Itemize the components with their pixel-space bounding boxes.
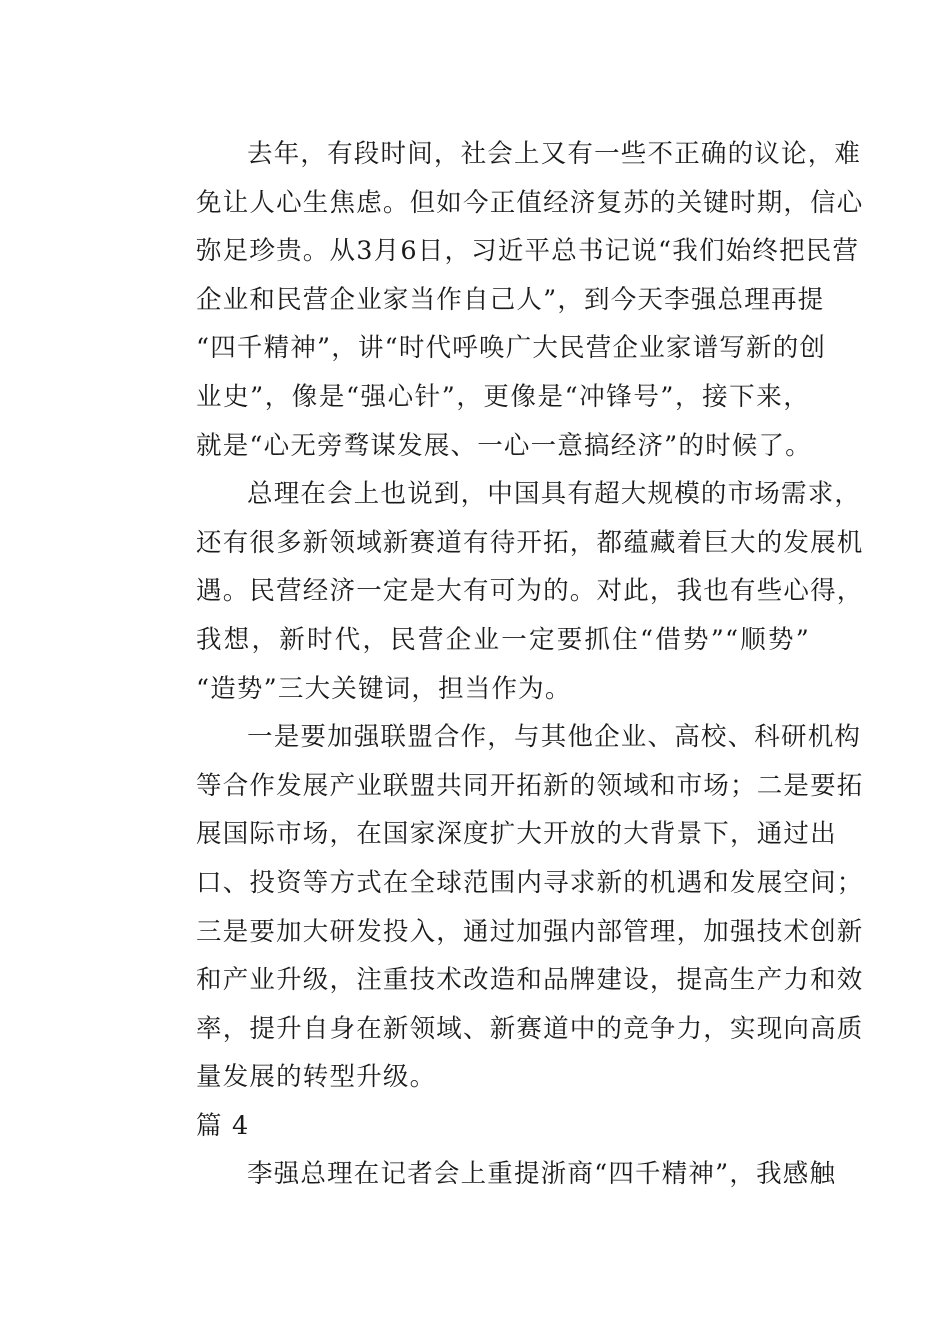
paragraph-4 [145, 1150, 837, 1199]
paragraph-2 [145, 470, 864, 713]
text-line: 去年，有段时间，社会上又有一些不正确的议论，难 [247, 139, 862, 169]
text-line: 展国际市场，在国家深度扩大开放的大背景下，通过出 [196, 819, 837, 850]
paragraph-1 [145, 130, 864, 470]
text-line: “造势”三大关键词，担当作为。 [196, 673, 572, 704]
text-line: 还有很多新领域新赛道有待开拓，都蕴藏着巨大的发展机 [196, 527, 864, 558]
text-line: 一是要加强联盟合作，与其他企业、高校、科研机构 [247, 722, 862, 753]
text-line: 李强总理在记者会上重提浙商“四千精神”，我感触 [247, 1159, 837, 1190]
text-line: 就是“心无旁骛谋发展、一心一意搞经济”的时候了。 [196, 430, 812, 461]
text-line: 和产业升级，注重技术改造和品牌建设，提高生产力和效 [196, 965, 864, 996]
text-line: “四千精神”，讲“时代呼唤广大民营企业家谱写新的创 [196, 333, 827, 364]
text-line: 三是要加大研发投入，通过加强内部管理，加强技术创新 [196, 916, 864, 947]
text-line: 遇。民营经济一定是大有可为的。对此，我也有些心得， [196, 576, 864, 607]
section-heading: 篇 4 [196, 1110, 250, 1141]
text-line: 量发展的转型升级。 [196, 1062, 437, 1093]
text-line: 等合作发展产业联盟共同开拓新的领域和市场；二是要拓 [196, 770, 864, 801]
text-line: 业史”，像是“强心针”，更像是“冲锋号”，接下来， [196, 381, 810, 412]
text-line: 弥足珍贵。从3月6日，习近平总书记说“我们始终把民营 [196, 236, 860, 267]
text-line: 企业和民营企业家当作自己人”，到今天李强总理再提 [196, 284, 825, 315]
text-line: 我想，新时代，民营企业一定要抓住“借势”“顺势” [196, 624, 810, 655]
paragraph-3 [145, 713, 864, 1102]
text-line: 率，提升自身在新领域、新赛道中的竞争力，实现向高质 [196, 1013, 864, 1044]
document-body [145, 130, 864, 1199]
text-line: 免让人心生焦虑。但如今正值经济复苏的关键时期，信心 [196, 187, 864, 218]
text-line: 口、投资等方式在全球范围内寻求新的机遇和发展空间； [196, 867, 864, 898]
text-line: 总理在会上也说到，中国具有超大规模的市场需求， [247, 479, 862, 510]
